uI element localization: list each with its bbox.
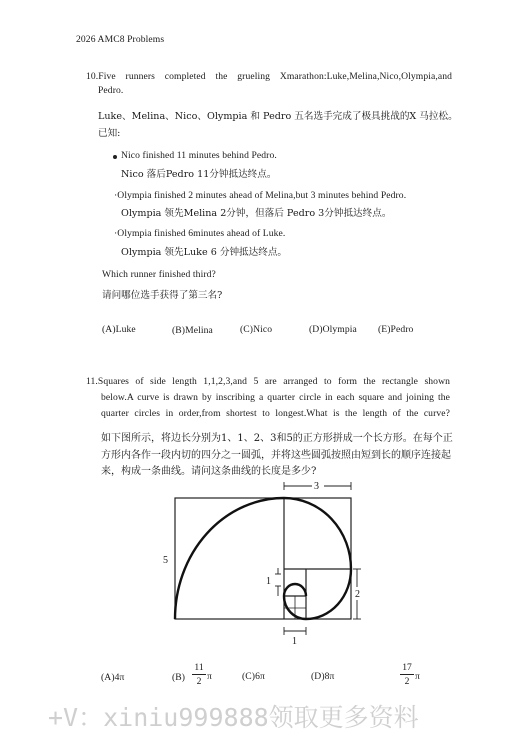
dim-label-2: 2 <box>355 589 360 600</box>
dim-label-1-bottom: 1 <box>292 636 297 645</box>
q11-stem-zh-line1: 如下图所示，将边长分别为1、1、2、3和5的正方形拼成一个长方形。在每个正 <box>101 433 453 444</box>
spiral-curve <box>175 498 351 619</box>
pi-symbol: π <box>207 671 212 682</box>
q10-choice-e: (E)Pedro <box>378 324 414 335</box>
q10-condition3-zh: Olympia 领先Luke 6 分钟抵达终点。 <box>121 247 288 258</box>
dim-label-1-left: 1 <box>266 576 271 587</box>
q11-choice-c: (C)6π <box>242 671 265 682</box>
fraction-denominator: 2 <box>196 676 202 687</box>
q11-choice-b-label: (B) <box>172 672 186 683</box>
q11-choice-d: (D)8π <box>311 671 335 682</box>
q10-choice-b: (B)Melina <box>172 325 213 336</box>
q11-choice-b-fraction <box>192 662 206 687</box>
q10-question-zh: 请问哪位选手获得了第三名? <box>102 290 223 301</box>
fraction-numerator: 17 <box>402 662 412 673</box>
q10-condition1-zh: Nico 落后Pedro 11分钟抵达终点。 <box>121 169 277 180</box>
q10-choice-c: (C)Nico <box>240 324 273 335</box>
q10-choice-a: (A)Luke <box>102 324 136 335</box>
q11-stem-zh-line3: 来，构成一条曲线。请问这条曲线的长度是多少? <box>101 466 317 477</box>
watermark: +V：xiniu999888领取更多资料 <box>48 703 419 732</box>
page-header: 2026 AMC8 Problems <box>76 34 165 45</box>
dim-label-3: 3 <box>314 481 319 492</box>
fibonacci-spiral-figure <box>150 480 380 645</box>
q11-stem-line3: quarter circles in order,from shortest to longest.What is the length of the curve? <box>101 408 450 419</box>
outer-rectangle <box>175 498 351 619</box>
q11-stem-zh-line2: 方形内各作一段内切的四分之一圆弧，并将这些圆弧按照由短到长的顺序连接起 <box>101 450 451 461</box>
q10-question-en: Which runner finished third? <box>102 269 216 280</box>
q10-stem-line1: 10.Five runners completed the grueling Xmarathon:Luke,Melina,Nico,Olympia,and <box>86 71 452 82</box>
q10-stem-zh-line2: 已知: <box>98 128 121 139</box>
pi-symbol: π <box>415 671 420 682</box>
q10-condition1-en: Nico finished 11 minutes behind Pedro. <box>121 150 277 161</box>
q10-condition2-zh: Olympia 领先Melina 2分钟，但落后 Pedro 3分钟抵达终点。 <box>121 208 392 219</box>
q10-condition2-en: ·Olympia finished 2 minutes ahead of Melina,but 3 minutes behind Pedro. <box>114 190 407 201</box>
q10-stem-line2: Pedro. <box>98 85 124 96</box>
dim-label-5: 5 <box>163 555 168 566</box>
fraction-denominator: 2 <box>404 676 410 687</box>
bullet-icon <box>113 155 117 159</box>
q11-choice-e-fraction <box>400 662 414 687</box>
q10-choice-d: (D)Olympia <box>309 324 357 335</box>
q11-choice-a: (A)4π <box>101 672 125 683</box>
q11-stem-line1: 11.Squares of side length 1,1,2,3,and 5 are arranged to form the rectangle shown <box>86 376 450 387</box>
q10-condition3-en: ·Olympia finished 6minutes ahead of Luke. <box>114 228 286 239</box>
q10-stem-zh-line1: Luke、Melina、Nico、Olympia 和 Pedro 五名选手完成了极具挑战的X 马拉松。 <box>98 111 458 122</box>
fraction-numerator: 11 <box>194 662 204 673</box>
q11-stem-line2: below.A curve is drawn by inscribing a quarter circle in each square and joining the <box>101 392 450 403</box>
